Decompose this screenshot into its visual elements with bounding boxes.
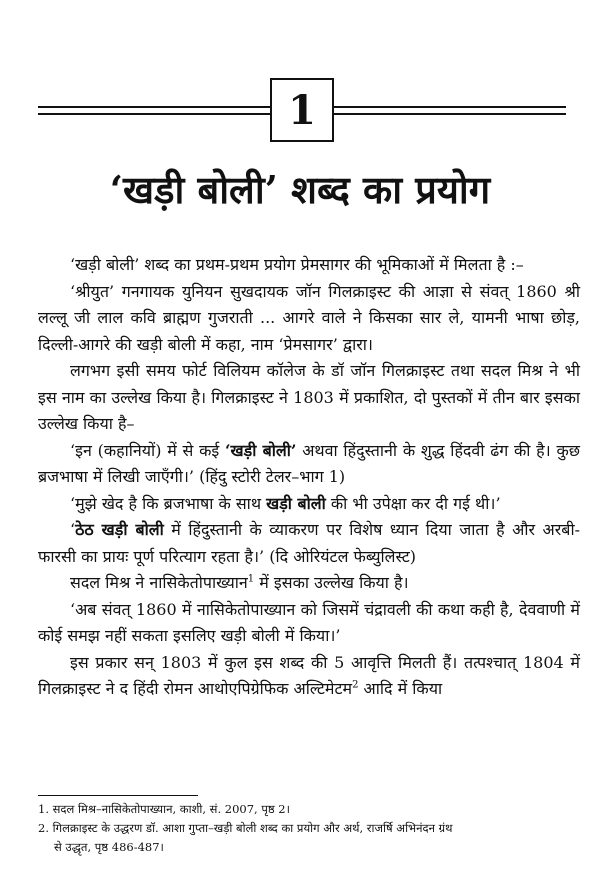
chapter-number-box	[270, 78, 334, 142]
header-rule-left-top	[38, 106, 270, 108]
footnote-2: 2. गिलक्राइस्ट के उद्धरण डॉ. आशा गुप्ता–खड़ी बोली शब्द का प्रयोग और अर्थ, राजर्षि अभिनंदन ग्रंथ	[38, 821, 453, 835]
footnote-ref-2: 2	[352, 679, 359, 691]
body-text	[38, 252, 580, 703]
p7-text-b: में इसका उल्लेख किया है।	[254, 573, 409, 592]
p6-text-b: में हिंदुस्तानी के व्याकरण पर विशेष ध्यान दिया जाता है और अरबी-फारसी का प्रायः पूर्ण परित्याग रहता है।’ (दि ओरियंटल फेब्युलिस्ट)	[38, 520, 580, 566]
p9-text-a: इस प्रकार सन् 1803 में कुल इस शब्द की 5 आवृत्ति मिलती हैं। तत्पश्चात् 1804 में गिलक्राइस्ट ने द हिंदी रोमन आथोएपिग्रेफिक अल्टिमेटम	[38, 652, 580, 698]
p6-text-a: ‘	[70, 520, 76, 539]
header-rule-right-top	[334, 106, 566, 108]
p5-text-b: की भी उपेक्षा कर दी गई थी।’	[325, 493, 501, 513]
paragraph-2-quote: ‘श्रीयुत’ गनगायक युनियन सुखदायक जॉन गिलक्राइस्ट की आज्ञा से संवत् 1860 श्री लल्लू जी लाल कवि ब्राह्मण गुजराती ... आगरे वाले ने किसका सार ले, यामनी भाषा छोड़, दिल्ली-आगरे की खड़ी बोली में कहा, नाम ‘प्रेमसागर’ द्वारा।	[38, 281, 580, 354]
p4-text-a: ‘इन (कहानियों) में से कई	[70, 440, 225, 460]
paragraph-9	[38, 650, 580, 703]
paragraph-4-quote	[38, 438, 580, 491]
p7-text-a: सदल मिश्र ने नासिकेतोपाख्यान	[70, 573, 248, 592]
p9-text-b: आदि में किया	[358, 679, 443, 698]
header-rule-right-bottom	[334, 113, 566, 115]
paragraph-5-quote	[38, 491, 580, 518]
paragraph-8-quote: ‘अब संवत् 1860 में नासिकेतोपाख्यान को जिसमें चंद्रावली की कथा कही है, देववाणी में कोई समझ नहीं सकता इसलिए खड़ी बोली में किया।’	[38, 599, 580, 645]
footnote-rule	[38, 795, 198, 796]
footnote-1: 1. सदल मिश्र–नासिकेतोपाख्यान, काशी, सं. 2007, पृष्ठ 2।	[38, 802, 290, 816]
p5-text-a: ‘मुझे खेद है कि ब्रजभाषा के साथ	[70, 493, 267, 513]
paragraph-6-quote	[38, 517, 580, 570]
p4-text-b: अथवा हिंदुस्तानी के शुद्ध हिंदवी ढंग की है। कुछ ब्रजभाषा में लिखी जाएँगी।’ (हिंदु स्टोरी टेलर–भाग 1)	[38, 440, 580, 486]
footnote-2-continuation: से उद्धृत, पृष्ठ 486-487।	[54, 840, 164, 854]
footnotes	[38, 800, 580, 857]
p4-bold-term: ‘खड़ी बोली’	[224, 440, 297, 460]
paragraph-3: लगभग इसी समय फोर्ट विलियम कॉलेज के डॉ जॉन गिलक्राइस्ट तथा सदल मिश्र ने भी इस नाम का उल्लेख किया है। गिलक्राइस्ट ने 1803 में प्रकाशित, दो पुस्तकों में तीन बार इसका उल्लेख किया है–	[38, 361, 580, 433]
p5-bold-term: खड़ी बोली	[266, 493, 326, 513]
header-rule-left-bottom	[38, 113, 270, 115]
chapter-title: ‘खड़ी बोली’ शब्द का प्रयोग	[109, 167, 491, 212]
p6-bold-term: ठेठ खड़ी बोली	[75, 520, 164, 539]
paragraph-7	[38, 570, 580, 597]
footnote-ref-1: 1	[247, 573, 255, 585]
paragraph-1: ‘खड़ी बोली’ शब्द का प्रथम-प्रथम प्रयोग प्रेमसागर की भूमिकाओं में मिलता है :–	[70, 255, 524, 274]
chapter-number: 1	[288, 86, 316, 134]
